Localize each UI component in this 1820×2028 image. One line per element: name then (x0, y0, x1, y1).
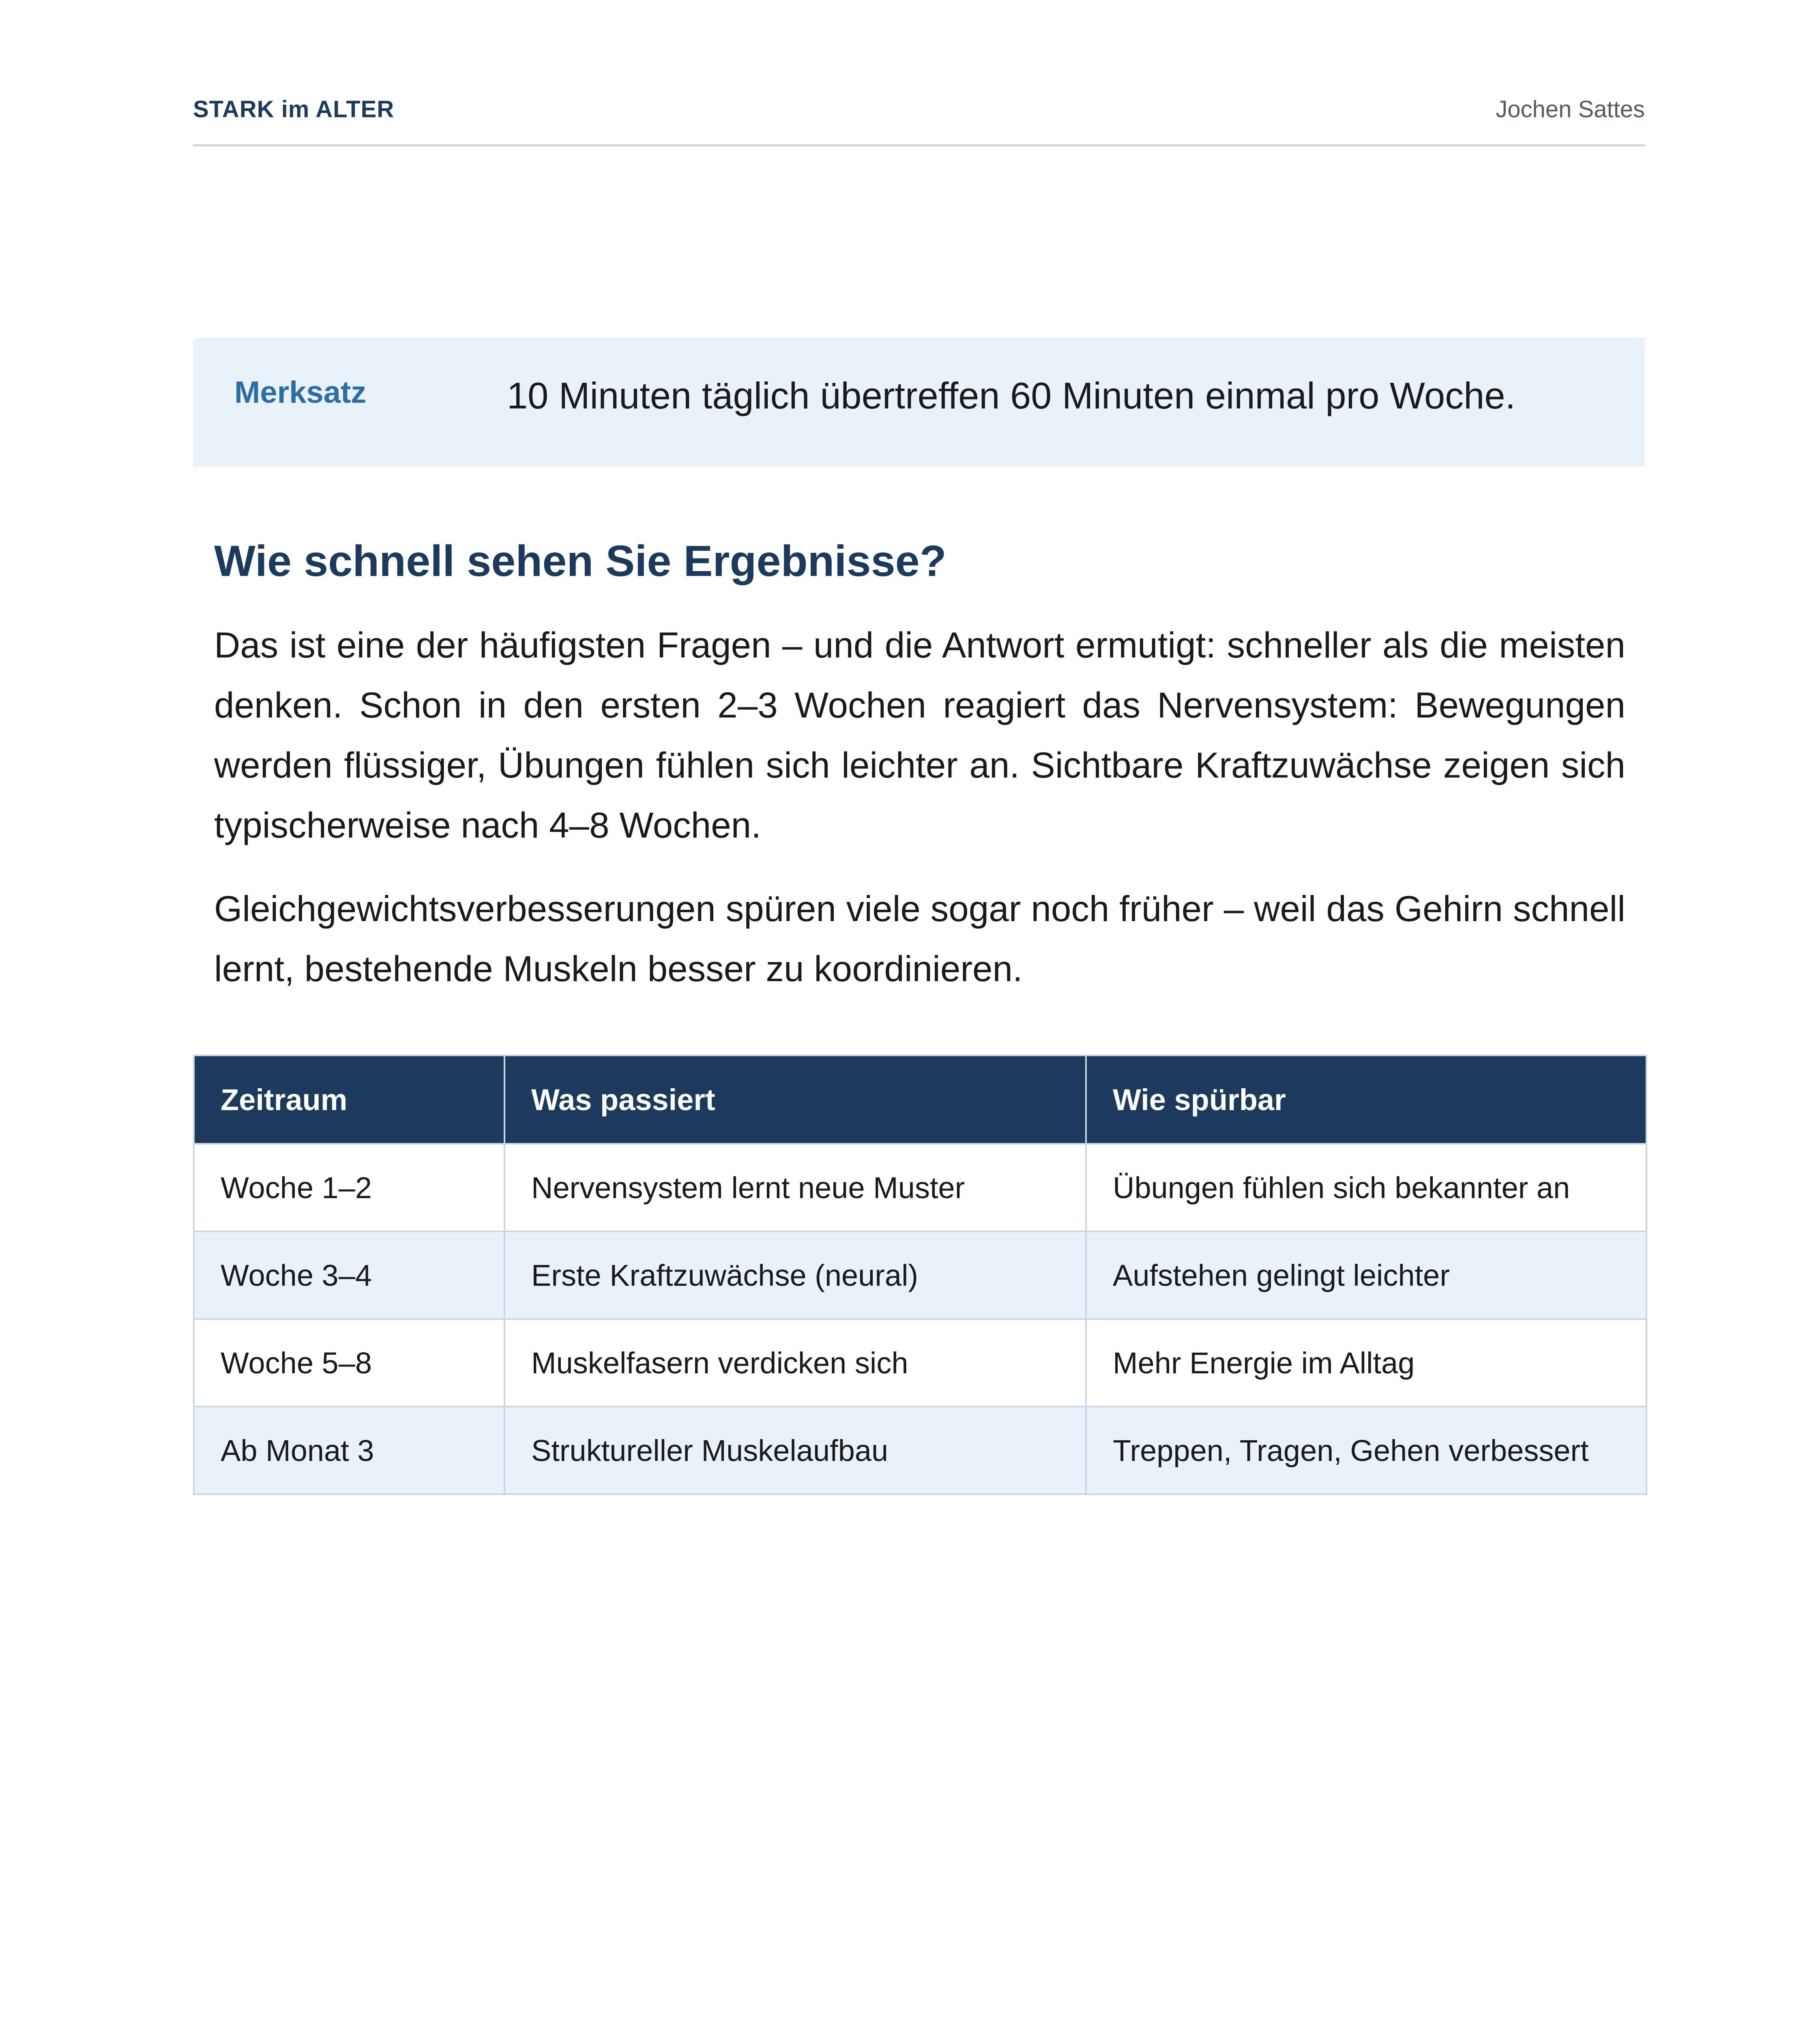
author-name: Jochen Sattes (1496, 96, 1645, 122)
table-cell: Treppen, Tragen, Gehen verbessert (1086, 1407, 1646, 1494)
table-row (194, 1407, 1646, 1494)
table-cell: Woche 1–2 (194, 1144, 504, 1231)
table-cell: Ab Monat 3 (194, 1407, 504, 1494)
column-header-was-passiert: Was passiert (504, 1055, 1086, 1144)
table-header-row (194, 1055, 1646, 1144)
table-cell: Muskelfasern verdicken sich (504, 1319, 1086, 1407)
progress-table (193, 1055, 1647, 1495)
callout-text: 10 Minuten täglich übertreffen 60 Minuten einmal pro Woche. (507, 375, 1516, 417)
table-row (194, 1231, 1646, 1319)
table-cell: Erste Kraftzuwächse (neural) (504, 1231, 1086, 1319)
table-cell: Nervensystem lernt neue Muster (504, 1144, 1086, 1231)
callout-label: Merksatz (234, 375, 367, 410)
body-paragraph: Das ist eine der häufigsten Fragen – und die Antwort ermutigt: schneller als die meisten denken. Schon in den ersten 2–3 Wochen reagiert das Nervensystem: Bewegungen werden flüssiger, Übungen fühlen sich leichter an. Sichtbare Kraftzuwächse zeigen sich typischerweise nach 4–8 Wochen. (214, 625, 1625, 845)
body-paragraph: Gleichgewichtsverbesserungen spüren viele sogar noch früher – weil das Gehirn schnell lernt, bestehende Muskeln besser zu koordinieren. (214, 888, 1625, 989)
column-header-zeitraum: Zeitraum (194, 1055, 504, 1144)
table-cell: Übungen fühlen sich bekannter an (1086, 1144, 1646, 1231)
table-row (194, 1319, 1646, 1407)
table-row (194, 1144, 1646, 1231)
table-cell: Woche 5–8 (194, 1319, 504, 1407)
section-heading: Wie schnell sehen Sie Ergebnisse? (214, 536, 946, 585)
book-title: STARK im ALTER (193, 96, 395, 122)
table-cell: Woche 3–4 (194, 1231, 504, 1319)
table-cell: Struktureller Muskelaufbau (504, 1407, 1086, 1494)
page-header (193, 96, 1645, 146)
column-header-wie-spuerbar: Wie spürbar (1086, 1055, 1646, 1144)
merksatz-callout (193, 337, 1645, 466)
table-cell: Mehr Energie im Alltag (1086, 1319, 1646, 1407)
table-cell: Aufstehen gelingt leichter (1086, 1231, 1646, 1319)
